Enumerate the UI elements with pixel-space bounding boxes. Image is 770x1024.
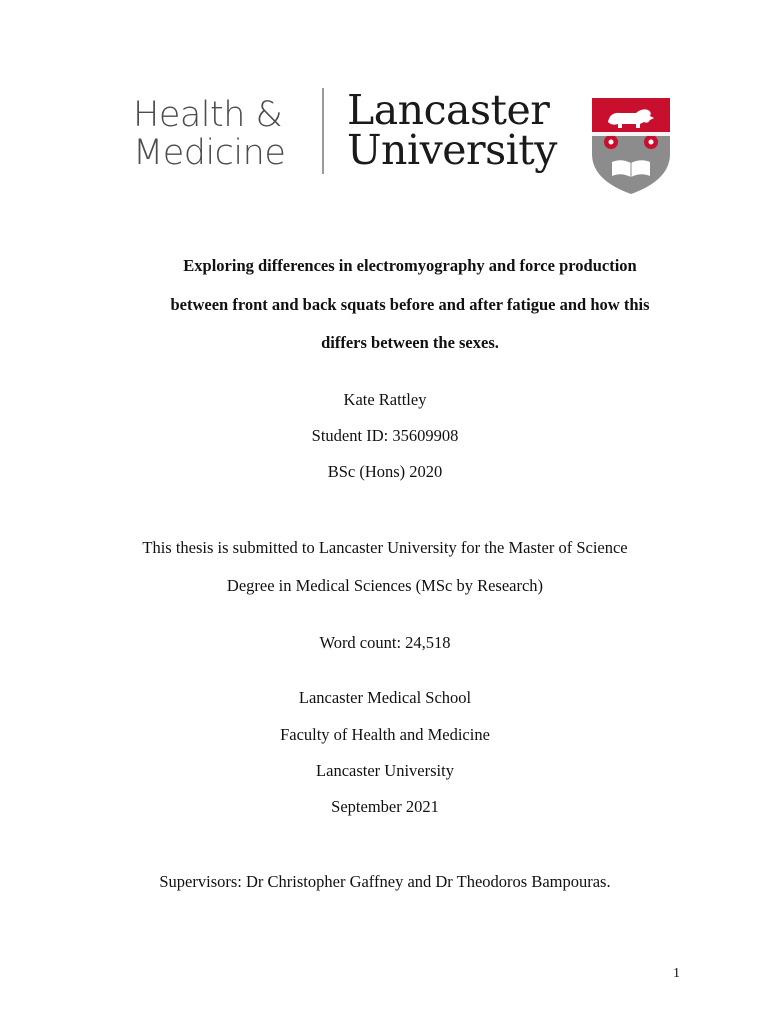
faculty-wordmark-line1: Health & bbox=[133, 95, 283, 135]
university-wordmark bbox=[347, 86, 557, 174]
page-number: 1 bbox=[673, 966, 680, 981]
submission-date: September 2021 bbox=[331, 797, 439, 816]
word-count: Word count: 24,518 bbox=[319, 633, 451, 652]
university-logo bbox=[0, 0, 770, 210]
logo-divider bbox=[322, 88, 324, 174]
student-id: Student ID: 35609908 bbox=[311, 426, 459, 445]
thesis-title-line1: Exploring differences in electromyography and force production bbox=[183, 256, 637, 275]
school-name: Lancaster Medical School bbox=[298, 688, 472, 707]
thesis-title-line2: between front and back squats before and after fatigue and how this bbox=[170, 295, 650, 314]
faculty-name: Faculty of Health and Medicine bbox=[280, 725, 490, 744]
author-name: Kate Rattley bbox=[343, 390, 427, 409]
faculty-wordmark bbox=[133, 96, 285, 172]
prior-degree: BSc (Hons) 2020 bbox=[327, 462, 443, 481]
submission-statement-line1: This thesis is submitted to Lancaster University for the Master of Science bbox=[142, 538, 628, 557]
university-crest-icon bbox=[590, 96, 672, 196]
thesis-title-line3: differs between the sexes. bbox=[321, 333, 499, 352]
supervisors: Supervisors: Dr Christopher Gaffney and Dr Theodoros Bampouras. bbox=[159, 872, 611, 891]
submission-statement-line2: Degree in Medical Sciences (MSc by Research) bbox=[226, 576, 544, 595]
university-wordmark-line2: University bbox=[347, 126, 557, 174]
university-wordmark-line1: Lancaster bbox=[347, 86, 550, 134]
university-name: Lancaster University bbox=[316, 761, 454, 780]
faculty-wordmark-line2: Medicine bbox=[133, 133, 286, 173]
